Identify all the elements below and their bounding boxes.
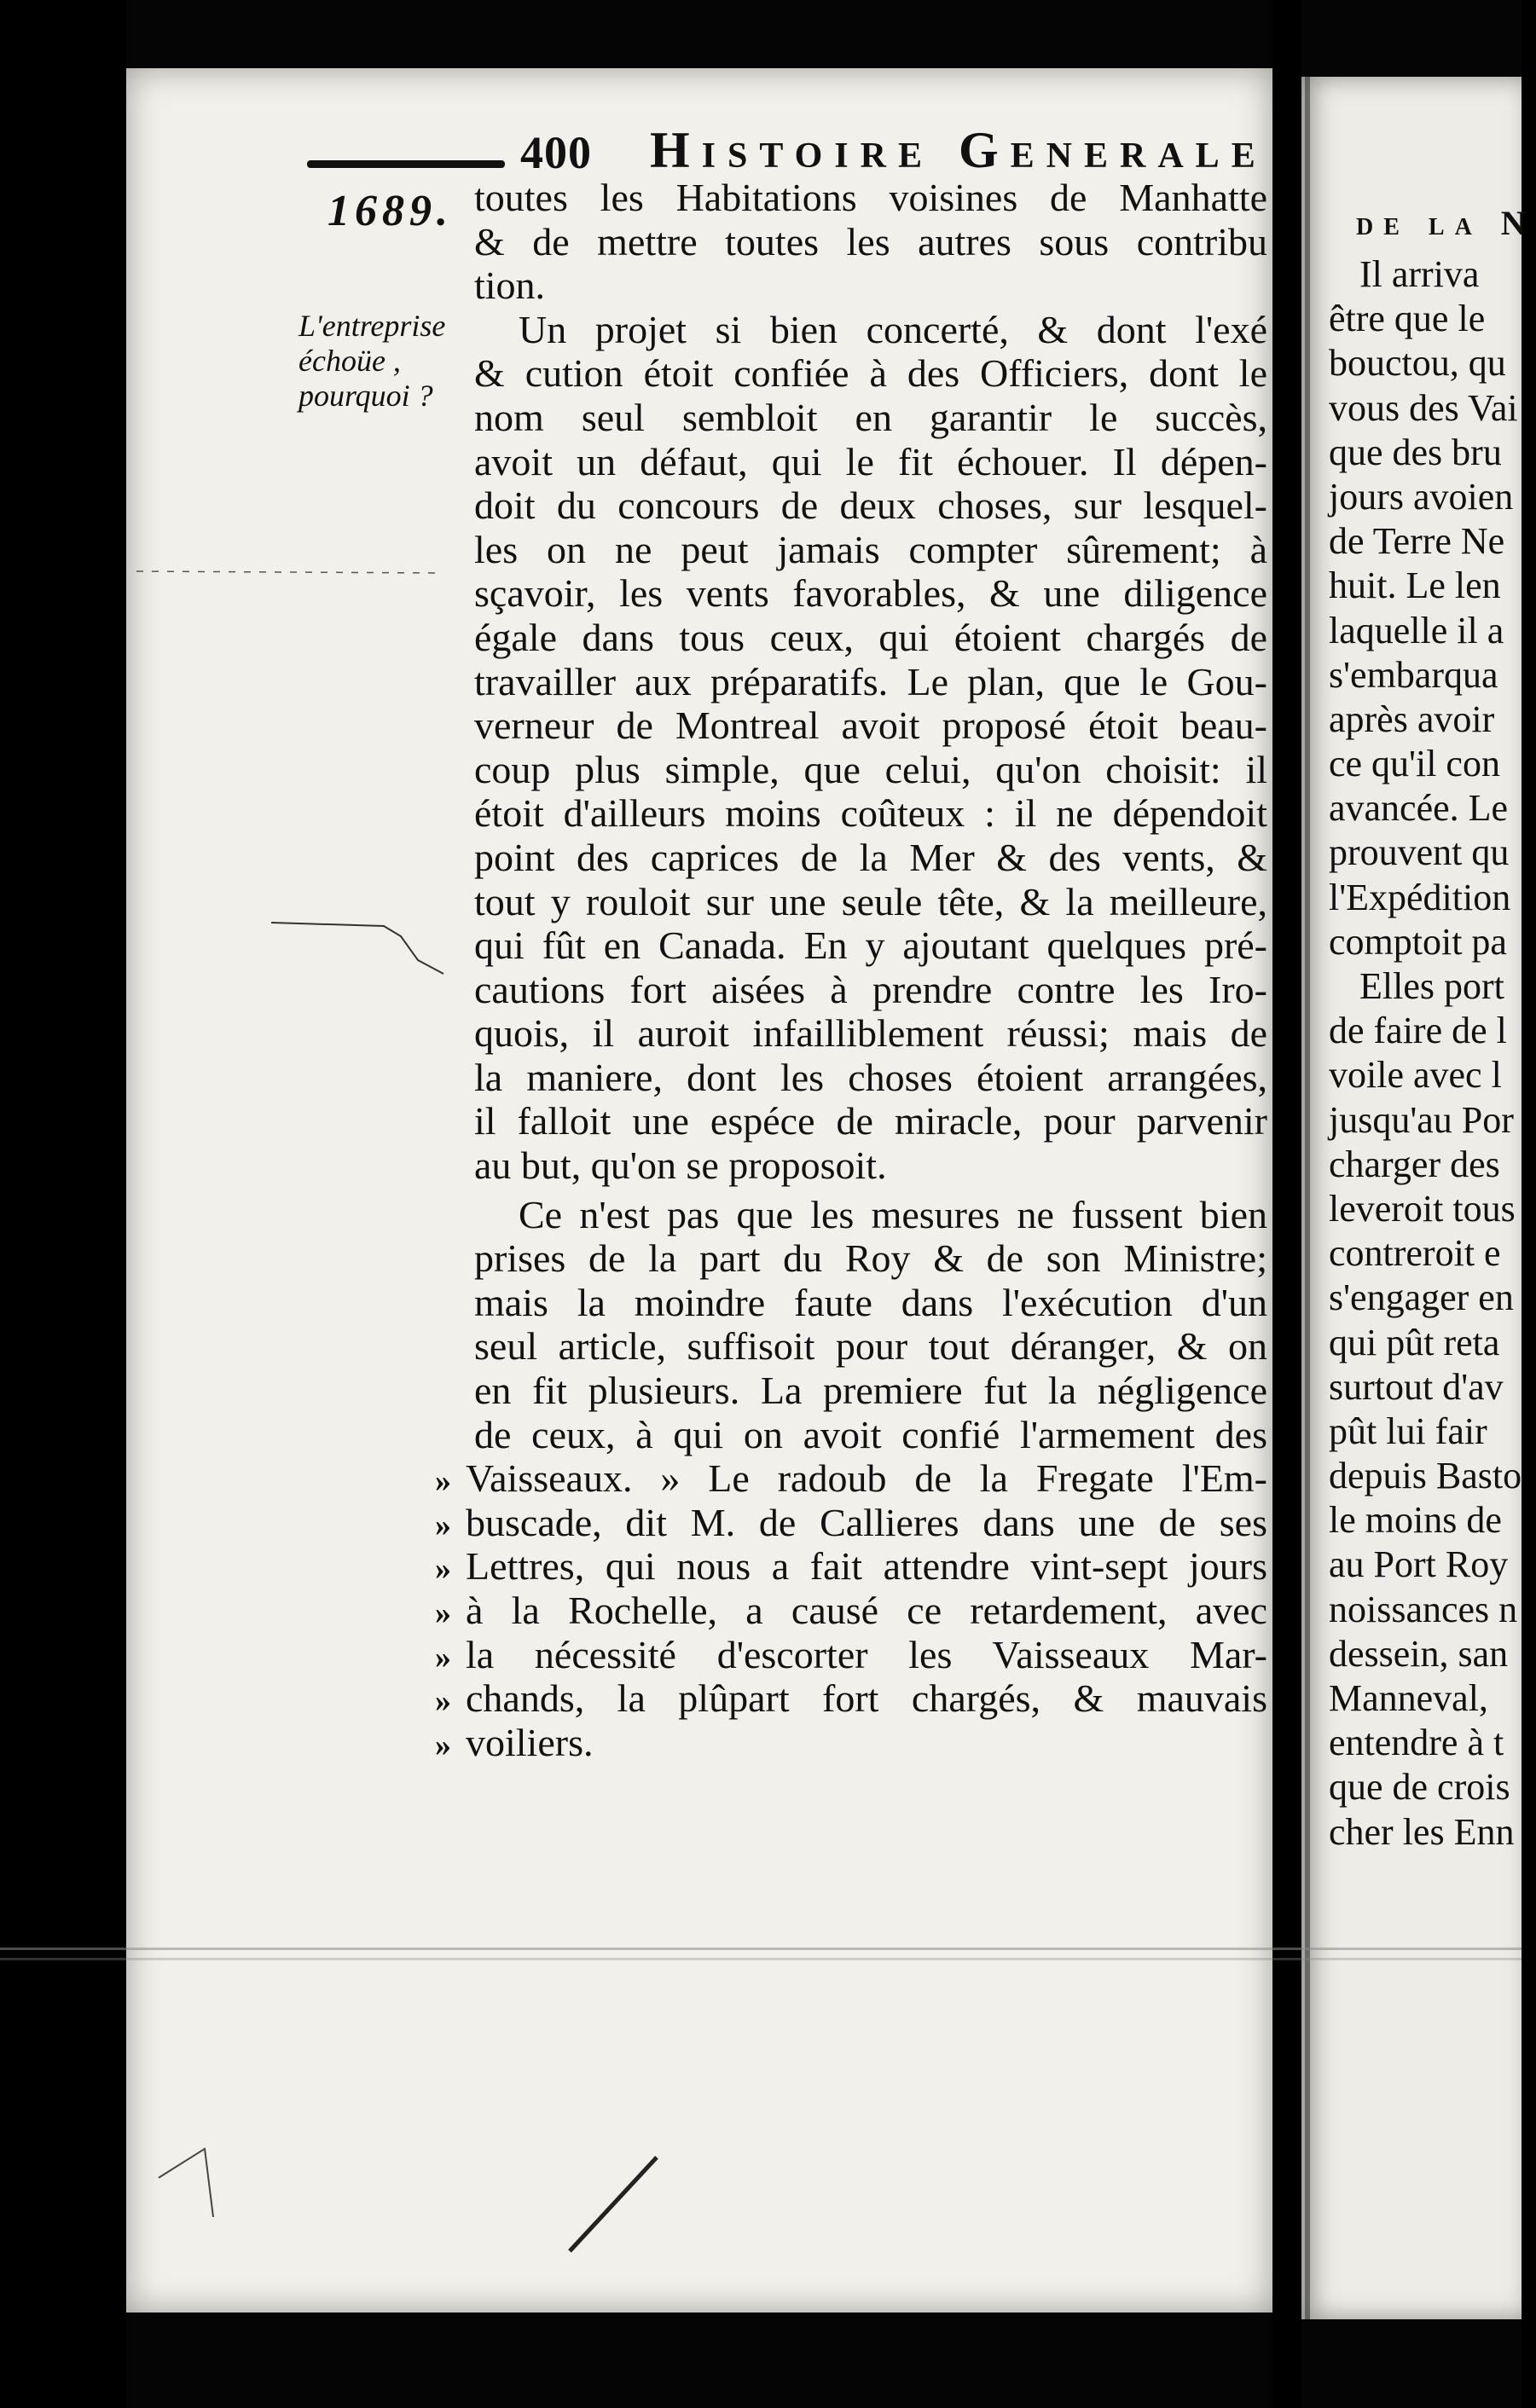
text-line-content: buscade, dit M. de Callieres dans une de ses	[466, 1500, 1267, 1544]
right-page-line: surtout d'av	[1329, 1365, 1504, 1408]
quote-mark: »	[435, 1463, 451, 1500]
margin-note-line: L'entreprise	[299, 309, 446, 343]
text-line-content: verneur de Montreal avoit proposé étoit beau-	[474, 703, 1267, 748]
text-line-content: la nécessité d'escorter les Vaisseaux Mar-	[466, 1632, 1267, 1676]
text-line-content: & cution étoit confiée à des Officiers, dont le	[474, 351, 1267, 396]
right-page-line: contreroit e	[1329, 1232, 1501, 1275]
text-line-content: sçavoir, les vents favorables, & une diligence	[474, 571, 1267, 616]
text-line-content: nom seul sembloit en garantir le succès,	[474, 395, 1267, 439]
right-page-line: après avoir	[1329, 698, 1495, 740]
text-line-content: quois, il auroit infailliblement réussi; mais de	[474, 1011, 1267, 1056]
right-page-line: entendre à t	[1329, 1722, 1504, 1764]
text-line-content: travailler aux préparatifs. Le plan, que le Gou-	[474, 659, 1267, 703]
right-page-line: qui pût reta	[1329, 1321, 1500, 1363]
right-page-line: l'Expédition	[1329, 876, 1511, 918]
margin-note-line: échoüe ,	[299, 344, 401, 378]
right-page-line: Il arriva	[1359, 253, 1480, 295]
text-line-content: chands, la plûpart fort chargés, & mauvais	[466, 1676, 1267, 1721]
right-page-line: s'embarqua	[1329, 653, 1498, 696]
text-line-content: Lettres, qui nous a fait attendre vint-sept jours	[466, 1544, 1267, 1589]
text-line-content: il falloit une espéce de miracle, pour parvenir	[474, 1099, 1267, 1143]
right-page-line: s'engager en	[1329, 1276, 1514, 1319]
pencil-stroke	[136, 571, 443, 573]
right-page-line: depuis Basto	[1329, 1455, 1522, 1497]
text-line-content: doit du concours de deux choses, sur lesquel-	[474, 483, 1267, 528]
text-line-content: toutes les Habitations voisines de Manhatte	[474, 176, 1267, 219]
margin-year: 1689.	[327, 187, 453, 235]
text-line-content: au but, qu'on se proposoit.	[474, 1143, 887, 1188]
text-line-content: Ce n'est pas que les mesures ne fussent bien	[519, 1192, 1267, 1236]
text-line-content: égale dans tous ceux, qui étoient chargés de	[474, 615, 1267, 659]
right-page-line: laquelle il a	[1329, 609, 1504, 651]
text-line-content: qui fût en Canada. En y ajoutant quelques pré-	[474, 923, 1267, 968]
right-page-header: de la N	[1356, 204, 1536, 242]
margin-note-line: pourquoi ?	[299, 379, 433, 413]
right-page-line: voile avec l	[1329, 1054, 1502, 1097]
right-page-line: vous des Vai	[1329, 386, 1518, 429]
quote-mark: »	[435, 1727, 451, 1763]
right-page-line: être que le	[1329, 298, 1486, 340]
text-line-content: en fit plusieurs. La premiere fut la négligence	[474, 1369, 1267, 1413]
text-line-content: cautions fort aisées à prendre contre les Iro-	[474, 967, 1267, 1011]
right-page-line: prouvent qu	[1329, 831, 1510, 874]
text-line-content: la maniere, dont les choses étoient arrangées,	[474, 1055, 1267, 1099]
right-page-line: de Terre Ne	[1329, 520, 1505, 563]
text-line-content: de ceux, à qui on avoit confié l'armement des	[474, 1412, 1267, 1456]
right-page-line: avancée. Le	[1329, 787, 1509, 830]
quote-mark: »	[435, 1551, 451, 1588]
right-page-line: noissances n	[1329, 1588, 1518, 1630]
text-line-content: tout y rouloit sur une seule tête, & la meilleure,	[474, 879, 1267, 923]
text-line-content: Un projet si bien concerté, & dont l'exé	[519, 307, 1267, 351]
pencil-stroke	[570, 2157, 657, 2251]
right-page-line: Manneval,	[1329, 1677, 1488, 1719]
running-title: Histoire Generale	[650, 122, 1267, 178]
right-page-line: que des bru	[1329, 431, 1502, 473]
text-line-content: voiliers.	[466, 1720, 594, 1764]
quote-mark: »	[435, 1639, 451, 1676]
quote-mark: »	[435, 1595, 451, 1631]
right-page-line: leveroit tous	[1329, 1187, 1516, 1230]
text-line-content: point des caprices de la Mer & des vents, &	[474, 835, 1267, 879]
text-line-content: Vaisseaux. » Le radoub de la Fregate l'Em-	[466, 1456, 1267, 1501]
page-number: 400	[520, 127, 592, 178]
text-line-content: mais la moindre faute dans l'exécution d'un	[474, 1280, 1267, 1324]
pencil-stroke	[271, 923, 443, 974]
text-line-content: à la Rochelle, a causé ce retardement, avec	[466, 1589, 1267, 1632]
right-page-line: bouctou, qu	[1329, 342, 1506, 385]
text-line-content: & de mettre toutes les autres sous contribu	[474, 219, 1267, 263]
right-page-line: jours avoien	[1329, 475, 1514, 518]
text-line-content: les on ne peut jamais compter sûrement; à	[474, 527, 1267, 571]
right-page-line: ce qu'il con	[1329, 743, 1500, 785]
right-page-line: comptoit pa	[1329, 920, 1507, 963]
quote-mark: »	[435, 1683, 451, 1720]
right-page-line: pût lui fair	[1329, 1409, 1487, 1452]
text-line-content: tion.	[474, 263, 546, 308]
text-line-content: coup plus simple, que celui, qu'on choisit: il	[474, 747, 1267, 791]
right-page-line: huit. Le len	[1329, 564, 1501, 607]
text-line-content: prises de la part du Roy & de son Ministre;	[474, 1236, 1267, 1281]
right-page-line: Elles port	[1359, 965, 1504, 1007]
right-page-line: au Port Roy	[1329, 1543, 1509, 1586]
right-page-line: dessein, san	[1329, 1632, 1509, 1675]
text-line-content: étoit d'ailleurs moins coûteux : il ne dépendoit	[474, 791, 1267, 836]
right-page-line: cher les Enn	[1329, 1810, 1515, 1853]
quote-mark: »	[435, 1507, 451, 1543]
text-line-content: seul article, suffisoit pour tout déranger, & on	[474, 1324, 1267, 1369]
right-page-line: jusqu'au Por	[1329, 1098, 1514, 1141]
right-page-line: le moins de	[1329, 1499, 1502, 1542]
right-page-line: de faire de l	[1329, 1010, 1507, 1052]
right-page-line: que de crois	[1329, 1766, 1510, 1809]
pencil-stroke	[159, 2149, 213, 2217]
text-line-content: avoit un défaut, qui le fit échouer. Il dépen-	[474, 439, 1267, 483]
right-page-line: charger des	[1329, 1143, 1500, 1185]
